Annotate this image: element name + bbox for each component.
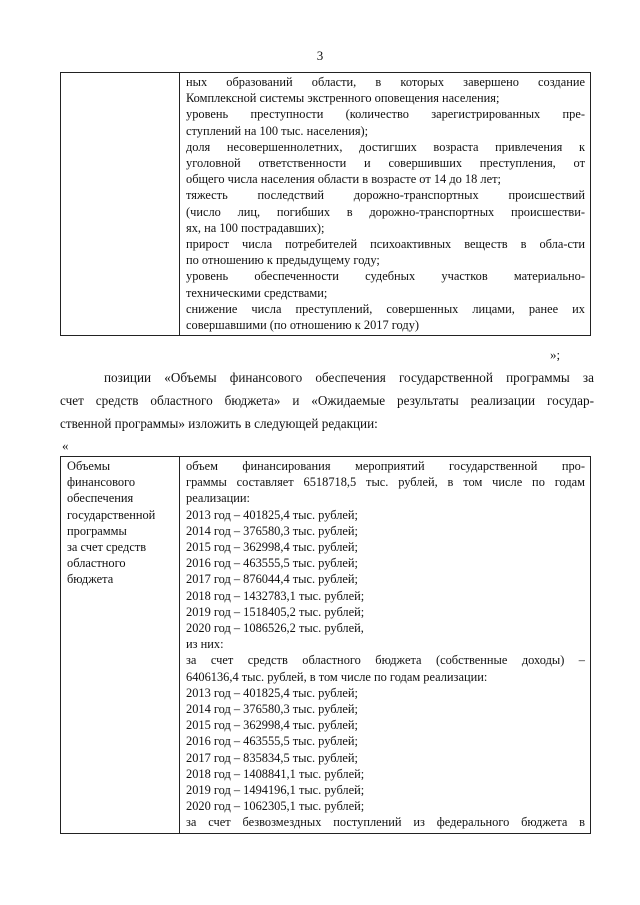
top-table-left-cell xyxy=(61,73,180,336)
text-line: 2014 год – 376580,3 тыс. рублей; xyxy=(186,702,358,717)
text-line: 2014 год – 376580,3 тыс. рублей; xyxy=(186,523,358,538)
text-line: 2020 год – 1086526,2 тыс. рублей, xyxy=(186,621,364,636)
top-table-left-text xyxy=(61,73,179,76)
text-line: 2017 год – 876044,4 тыс. рублей; xyxy=(186,572,358,587)
funding-details xyxy=(180,457,590,833)
funding-label xyxy=(61,457,179,590)
text-line: 2015 год – 362998,4 тыс. рублей; xyxy=(186,718,358,733)
paragraph-line: позиции «Объемы финансового обеспечения государственной программы за xyxy=(104,370,594,385)
top-table-right-cell xyxy=(180,73,591,336)
text-line: уровень преступности (количество зарегистрированных пре- xyxy=(186,107,585,122)
text-line: тяжесть последствий дорожно-транспортных происшествий xyxy=(186,188,585,203)
amendment-paragraph xyxy=(60,366,594,435)
label-line: финансового xyxy=(67,475,136,490)
closing-quote: »; xyxy=(550,347,561,362)
text-line: граммы составляет 6518718,5 тыс. рублей, в том числе по годам xyxy=(186,475,585,490)
opening-quote: « xyxy=(62,438,69,453)
paragraph-line: счет средств областного бюджета» и «Ожидаемые результаты реализации государ- xyxy=(60,393,594,408)
text-line: 6406136,4 тыс. рублей, в том числе по годам реализации: xyxy=(186,669,488,684)
label-line: областного xyxy=(67,556,126,571)
label-line: Объемы xyxy=(67,459,111,473)
page-number: 3 xyxy=(316,48,324,63)
funding-table-label-cell xyxy=(61,457,180,834)
text-line: снижение числа преступлений, совершенных лицами, ранее их xyxy=(186,301,585,316)
text-line: за счет средств областного бюджета (собственные доходы) – xyxy=(186,653,585,668)
text-line: из них: xyxy=(186,637,224,652)
funding-table xyxy=(60,456,591,834)
paragraph-line: ственной программы» изложить в следующей редакции: xyxy=(60,416,378,431)
text-line: 2015 год – 362998,4 тыс. рублей; xyxy=(186,540,358,555)
top-table-indicators-text xyxy=(180,73,590,335)
text-line: 2018 год – 1432783,1 тыс. рублей; xyxy=(186,588,365,603)
table-row xyxy=(61,73,591,336)
text-line: ступлений на 100 тыс. населения); xyxy=(186,123,369,138)
text-line: по отношению к предыдущему году; xyxy=(186,253,380,268)
text-line: 2013 год – 401825,4 тыс. рублей; xyxy=(186,507,358,522)
top-table xyxy=(60,72,591,336)
text-line: 2017 год – 835834,5 тыс. рублей; xyxy=(186,750,358,765)
text-line: реализации: xyxy=(186,491,250,506)
text-line: ных образований области, в которых завершено создание xyxy=(186,75,585,89)
text-line: ях, на 100 пострадавших); xyxy=(186,220,325,235)
funding-table-value-cell xyxy=(180,457,591,834)
text-line: 2019 год – 1518405,2 тыс. рублей; xyxy=(186,604,365,619)
text-line: доля несовершеннолетних, достигших возраста привлечения к xyxy=(186,139,585,154)
label-line: за счет средств xyxy=(67,540,147,555)
text-line: 2018 год – 1408841,1 тыс. рублей; xyxy=(186,766,365,781)
text-line: уголовной ответственности и совершивших преступления, от xyxy=(186,156,585,171)
text-line: (число лиц, погибших в дорожно-транспортных происшестви- xyxy=(186,204,585,219)
text-line: общего числа населения области в возрасте от 14 до 18 лет; xyxy=(186,172,501,187)
text-line: 2013 год – 401825,4 тыс. рублей; xyxy=(186,685,358,700)
label-line: обеспечения xyxy=(67,491,134,506)
text-line: совершавшими (по отношению к 2017 году) xyxy=(186,318,420,333)
text-line: прирост числа потребителей психоактивных веществ в обла-сти xyxy=(186,237,585,252)
text-line: 2016 год – 463555,5 тыс. рублей; xyxy=(186,734,358,749)
label-line: программы xyxy=(67,523,127,538)
text-line: техническими средствами; xyxy=(186,285,328,300)
text-line: 2019 год – 1494196,1 тыс. рублей; xyxy=(186,783,365,798)
text-line: уровень обеспеченности судебных участков материально- xyxy=(186,269,585,284)
label-line: бюджета xyxy=(67,572,114,587)
text-line: за счет безвозмездных поступлений из федерального бюджета в xyxy=(186,815,585,830)
label-line: государственной xyxy=(67,507,156,522)
table-row xyxy=(61,457,591,834)
text-line: 2016 год – 463555,5 тыс. рублей; xyxy=(186,556,358,571)
text-line: Комплексной системы экстренного оповещения населения; xyxy=(186,91,500,106)
text-line: объем финансирования мероприятий государственной про- xyxy=(186,459,585,473)
text-line: 2020 год – 1062305,1 тыс. рублей; xyxy=(186,799,365,814)
